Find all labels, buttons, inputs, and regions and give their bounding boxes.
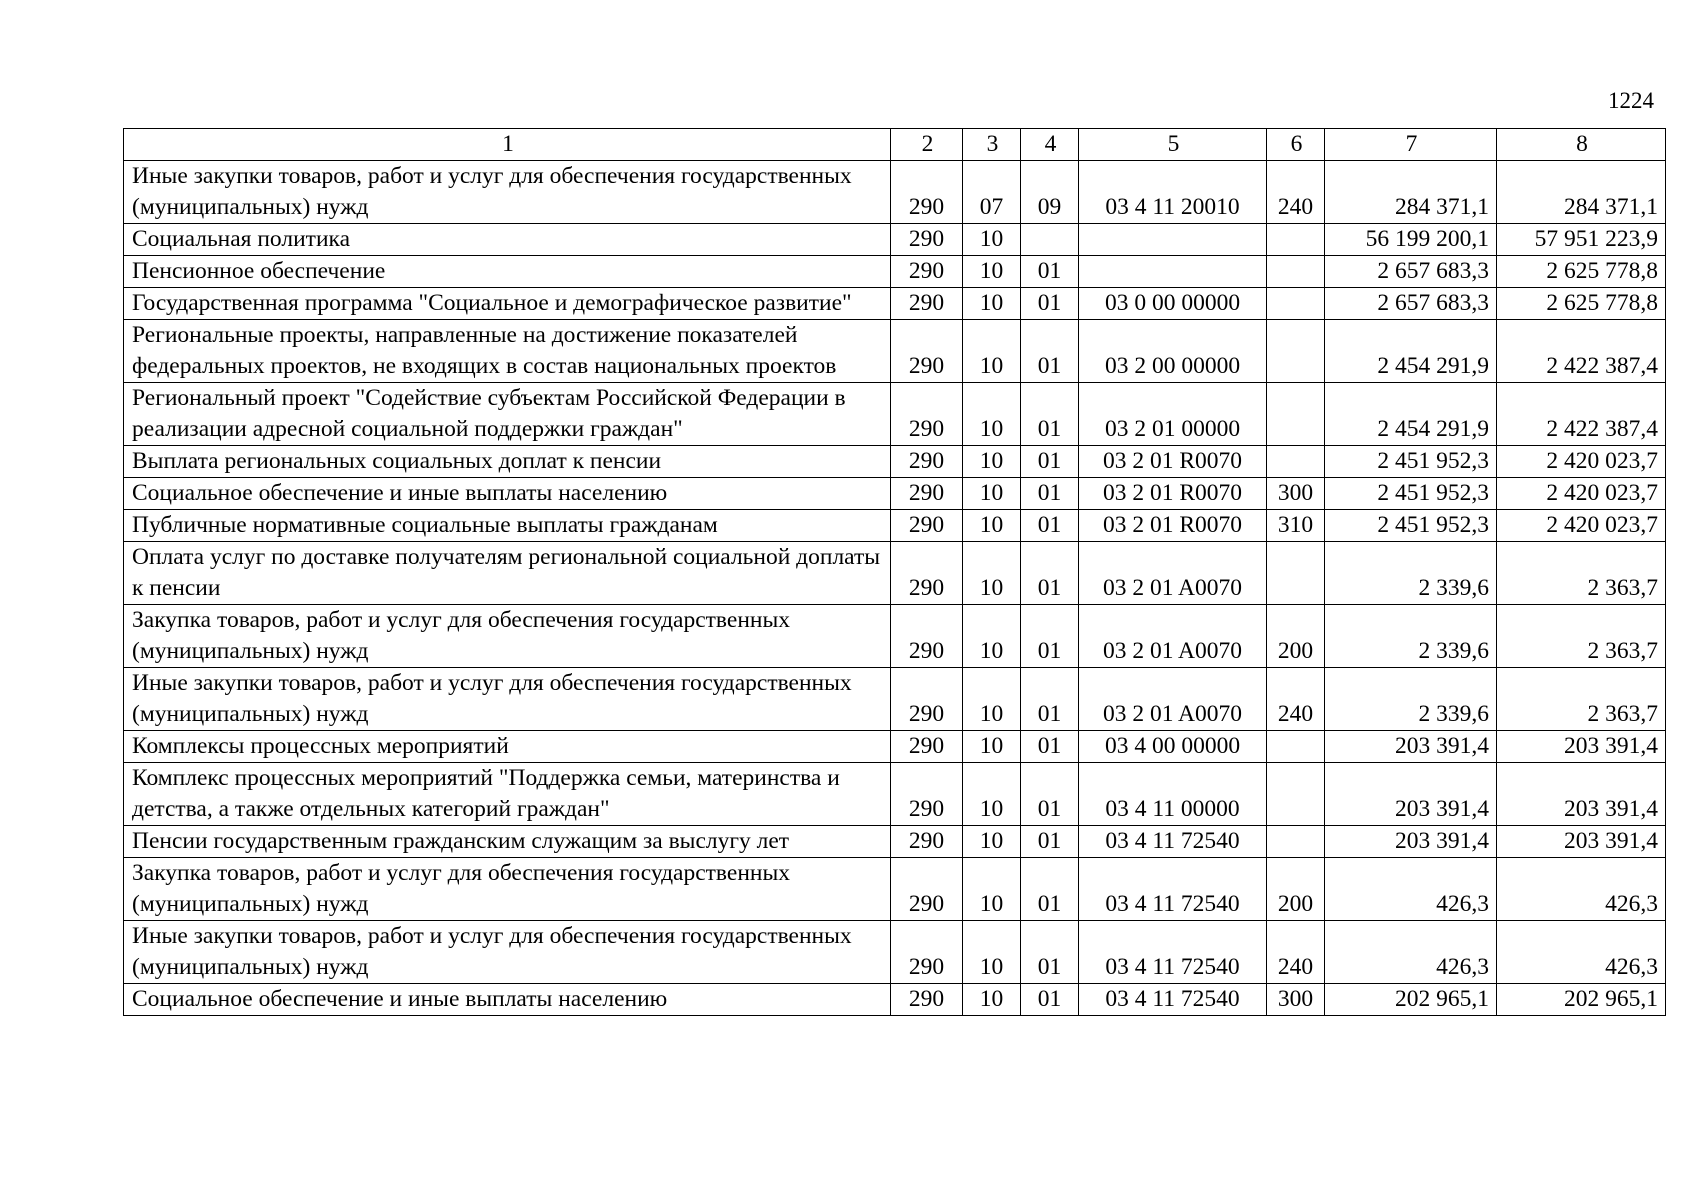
cell-target-article-col: 03 2 01 A0070: [1079, 605, 1267, 668]
header-cell-section-col: 3: [963, 129, 1021, 161]
table-row: [124, 478, 1666, 510]
cell-amount-year1-col: 203 391,4: [1325, 826, 1497, 858]
cell-expense-type-col: [1267, 288, 1325, 320]
cell-amount-year2-col: 284 371,1: [1497, 161, 1666, 224]
cell-amount-year2-col: 202 965,1: [1497, 984, 1666, 1016]
cell-target-article-col: 03 0 00 00000: [1079, 288, 1267, 320]
cell-amount-year2-col: 203 391,4: [1497, 826, 1666, 858]
cell-subsection-col: 01: [1021, 288, 1079, 320]
table-row: [124, 858, 1666, 921]
cell-target-article-col: 03 4 11 72540: [1079, 921, 1267, 984]
cell-amount-year1-col: 2 339,6: [1325, 668, 1497, 731]
cell-amount-year1-col: 2 339,6: [1325, 605, 1497, 668]
table-row: [124, 731, 1666, 763]
cell-target-article-col: 03 2 01 A0070: [1079, 668, 1267, 731]
cell-expense-type-col: 200: [1267, 858, 1325, 921]
table-row: [124, 320, 1666, 383]
cell-admin-col: 290: [891, 826, 963, 858]
cell-subsection-col: 01: [1021, 256, 1079, 288]
table-row: [124, 921, 1666, 984]
cell-section-col: 10: [963, 224, 1021, 256]
cell-target-article-col: 03 2 01 R0070: [1079, 446, 1267, 478]
cell-target-article-col: 03 4 11 72540: [1079, 826, 1267, 858]
cell-name-col: Комплексы процессных мероприятий: [124, 731, 891, 763]
cell-admin-col: 290: [891, 320, 963, 383]
cell-subsection-col: 01: [1021, 510, 1079, 542]
cell-admin-col: 290: [891, 731, 963, 763]
budget-table: [123, 128, 1666, 1016]
cell-expense-type-col: [1267, 256, 1325, 288]
table-row: [124, 288, 1666, 320]
cell-name-col: Закупка товаров, работ и услуг для обеспечения государственных (муниципальных) нужд: [124, 605, 891, 668]
cell-subsection-col: 01: [1021, 320, 1079, 383]
cell-name-col: Закупка товаров, работ и услуг для обеспечения государственных (муниципальных) нужд: [124, 858, 891, 921]
cell-amount-year1-col: 56 199 200,1: [1325, 224, 1497, 256]
table-row: [124, 605, 1666, 668]
cell-amount-year1-col: 2 454 291,9: [1325, 320, 1497, 383]
cell-name-col: Государственная программа "Социальное и демографическое развитие": [124, 288, 891, 320]
table-row: [124, 984, 1666, 1016]
cell-amount-year2-col: 2 363,7: [1497, 605, 1666, 668]
cell-amount-year1-col: 2 339,6: [1325, 542, 1497, 605]
cell-admin-col: 290: [891, 446, 963, 478]
cell-expense-type-col: [1267, 446, 1325, 478]
cell-admin-col: 290: [891, 858, 963, 921]
cell-subsection-col: 09: [1021, 161, 1079, 224]
header-cell-expense-type-col: 6: [1267, 129, 1325, 161]
page-number: 1224: [1608, 88, 1654, 113]
cell-expense-type-col: [1267, 542, 1325, 605]
cell-target-article-col: 03 4 11 00000: [1079, 763, 1267, 826]
cell-amount-year1-col: 2 454 291,9: [1325, 383, 1497, 446]
cell-amount-year1-col: 2 451 952,3: [1325, 446, 1497, 478]
cell-amount-year1-col: 203 391,4: [1325, 731, 1497, 763]
cell-amount-year1-col: 202 965,1: [1325, 984, 1497, 1016]
cell-amount-year2-col: 203 391,4: [1497, 763, 1666, 826]
cell-target-article-col: 03 2 01 R0070: [1079, 510, 1267, 542]
cell-amount-year1-col: 2 657 683,3: [1325, 256, 1497, 288]
cell-amount-year1-col: 2 451 952,3: [1325, 510, 1497, 542]
cell-admin-col: 290: [891, 478, 963, 510]
cell-section-col: 10: [963, 858, 1021, 921]
cell-expense-type-col: 240: [1267, 921, 1325, 984]
cell-section-col: 10: [963, 668, 1021, 731]
cell-subsection-col: 01: [1021, 826, 1079, 858]
cell-name-col: Иные закупки товаров, работ и услуг для обеспечения государственных (муниципальных) нужд: [124, 921, 891, 984]
header-cell-amount-year1-col: 7: [1325, 129, 1497, 161]
cell-name-col: Пенсионное обеспечение: [124, 256, 891, 288]
cell-amount-year2-col: 2 625 778,8: [1497, 256, 1666, 288]
table-row: [124, 826, 1666, 858]
cell-expense-type-col: [1267, 763, 1325, 826]
cell-target-article-col: [1079, 256, 1267, 288]
header-cell-target-article-col: 5: [1079, 129, 1267, 161]
table-row: [124, 510, 1666, 542]
cell-amount-year1-col: 284 371,1: [1325, 161, 1497, 224]
cell-amount-year2-col: 57 951 223,9: [1497, 224, 1666, 256]
cell-admin-col: 290: [891, 288, 963, 320]
cell-subsection-col: 01: [1021, 605, 1079, 668]
cell-name-col: Региональный проект "Содействие субъектам Российской Федерации в реализации адресной социальной поддержки граждан": [124, 383, 891, 446]
cell-target-article-col: 03 4 11 20010: [1079, 161, 1267, 224]
cell-section-col: 10: [963, 256, 1021, 288]
cell-name-col: Комплекс процессных мероприятий "Поддержка семьи, материнства и детства, а также отдельных категорий граждан": [124, 763, 891, 826]
cell-admin-col: 290: [891, 224, 963, 256]
cell-amount-year2-col: 426,3: [1497, 921, 1666, 984]
cell-section-col: 10: [963, 826, 1021, 858]
header-cell-subsection-col: 4: [1021, 129, 1079, 161]
cell-subsection-col: [1021, 224, 1079, 256]
table-row: [124, 446, 1666, 478]
table-row: [124, 668, 1666, 731]
header-cell-name-col: 1: [124, 129, 891, 161]
cell-target-article-col: 03 4 00 00000: [1079, 731, 1267, 763]
cell-name-col: Иные закупки товаров, работ и услуг для обеспечения государственных (муниципальных) нужд: [124, 161, 891, 224]
cell-name-col: Публичные нормативные социальные выплаты гражданам: [124, 510, 891, 542]
cell-amount-year1-col: 426,3: [1325, 858, 1497, 921]
cell-expense-type-col: 240: [1267, 161, 1325, 224]
cell-section-col: 10: [963, 288, 1021, 320]
cell-section-col: 10: [963, 763, 1021, 826]
cell-name-col: Региональные проекты, направленные на достижение показателей федеральных проектов, не входящих в состав национальных проектов: [124, 320, 891, 383]
cell-subsection-col: 01: [1021, 383, 1079, 446]
cell-target-article-col: 03 4 11 72540: [1079, 984, 1267, 1016]
cell-expense-type-col: [1267, 383, 1325, 446]
cell-expense-type-col: 300: [1267, 984, 1325, 1016]
cell-target-article-col: 03 2 00 00000: [1079, 320, 1267, 383]
cell-amount-year1-col: 2 657 683,3: [1325, 288, 1497, 320]
cell-subsection-col: 01: [1021, 478, 1079, 510]
cell-admin-col: 290: [891, 668, 963, 731]
cell-admin-col: 290: [891, 256, 963, 288]
cell-section-col: 10: [963, 478, 1021, 510]
cell-subsection-col: 01: [1021, 731, 1079, 763]
cell-target-article-col: 03 2 01 00000: [1079, 383, 1267, 446]
cell-subsection-col: 01: [1021, 763, 1079, 826]
header-cell-admin-col: 2: [891, 129, 963, 161]
cell-name-col: Выплата региональных социальных доплат к пенсии: [124, 446, 891, 478]
cell-name-col: Социальное обеспечение и иные выплаты населению: [124, 478, 891, 510]
cell-name-col: Социальное обеспечение и иные выплаты населению: [124, 984, 891, 1016]
cell-amount-year2-col: 2 422 387,4: [1497, 320, 1666, 383]
cell-amount-year2-col: 2 363,7: [1497, 668, 1666, 731]
cell-section-col: 07: [963, 161, 1021, 224]
cell-target-article-col: 03 2 01 R0070: [1079, 478, 1267, 510]
cell-section-col: 10: [963, 605, 1021, 668]
cell-amount-year2-col: 2 422 387,4: [1497, 383, 1666, 446]
cell-admin-col: 290: [891, 921, 963, 984]
cell-subsection-col: 01: [1021, 858, 1079, 921]
header-cell-amount-year2-col: 8: [1497, 129, 1666, 161]
table-row: [124, 224, 1666, 256]
cell-target-article-col: 03 2 01 A0070: [1079, 542, 1267, 605]
cell-amount-year2-col: 2 420 023,7: [1497, 510, 1666, 542]
table-row: [124, 256, 1666, 288]
cell-expense-type-col: 300: [1267, 478, 1325, 510]
cell-subsection-col: 01: [1021, 921, 1079, 984]
cell-expense-type-col: [1267, 731, 1325, 763]
cell-admin-col: 290: [891, 542, 963, 605]
cell-admin-col: 290: [891, 161, 963, 224]
cell-subsection-col: 01: [1021, 984, 1079, 1016]
cell-section-col: 10: [963, 984, 1021, 1016]
cell-amount-year2-col: 203 391,4: [1497, 731, 1666, 763]
cell-admin-col: 290: [891, 510, 963, 542]
cell-expense-type-col: 310: [1267, 510, 1325, 542]
cell-section-col: 10: [963, 320, 1021, 383]
cell-expense-type-col: [1267, 224, 1325, 256]
cell-expense-type-col: [1267, 320, 1325, 383]
cell-section-col: 10: [963, 383, 1021, 446]
cell-subsection-col: 01: [1021, 668, 1079, 731]
cell-amount-year2-col: 2 363,7: [1497, 542, 1666, 605]
cell-name-col: Иные закупки товаров, работ и услуг для обеспечения государственных (муниципальных) нужд: [124, 668, 891, 731]
cell-target-article-col: [1079, 224, 1267, 256]
cell-name-col: Социальная политика: [124, 224, 891, 256]
cell-admin-col: 290: [891, 763, 963, 826]
cell-name-col: Пенсии государственным гражданским служащим за выслугу лет: [124, 826, 891, 858]
cell-amount-year1-col: 426,3: [1325, 921, 1497, 984]
table-row: [124, 542, 1666, 605]
cell-amount-year2-col: 426,3: [1497, 858, 1666, 921]
cell-amount-year1-col: 2 451 952,3: [1325, 478, 1497, 510]
cell-section-col: 10: [963, 731, 1021, 763]
cell-section-col: 10: [963, 542, 1021, 605]
cell-amount-year2-col: 2 625 778,8: [1497, 288, 1666, 320]
cell-amount-year2-col: 2 420 023,7: [1497, 446, 1666, 478]
cell-admin-col: 290: [891, 383, 963, 446]
cell-name-col: Оплата услуг по доставке получателям региональной социальной доплаты к пенсии: [124, 542, 891, 605]
table-row: [124, 383, 1666, 446]
cell-section-col: 10: [963, 510, 1021, 542]
cell-expense-type-col: [1267, 826, 1325, 858]
cell-section-col: 10: [963, 446, 1021, 478]
cell-expense-type-col: 200: [1267, 605, 1325, 668]
cell-amount-year2-col: 2 420 023,7: [1497, 478, 1666, 510]
cell-expense-type-col: 240: [1267, 668, 1325, 731]
cell-target-article-col: 03 4 11 72540: [1079, 858, 1267, 921]
cell-amount-year1-col: 203 391,4: [1325, 763, 1497, 826]
table-header-row: [124, 129, 1666, 161]
cell-admin-col: 290: [891, 984, 963, 1016]
table-row: [124, 763, 1666, 826]
cell-subsection-col: 01: [1021, 542, 1079, 605]
cell-subsection-col: 01: [1021, 446, 1079, 478]
table-row: [124, 161, 1666, 224]
cell-section-col: 10: [963, 921, 1021, 984]
cell-admin-col: 290: [891, 605, 963, 668]
